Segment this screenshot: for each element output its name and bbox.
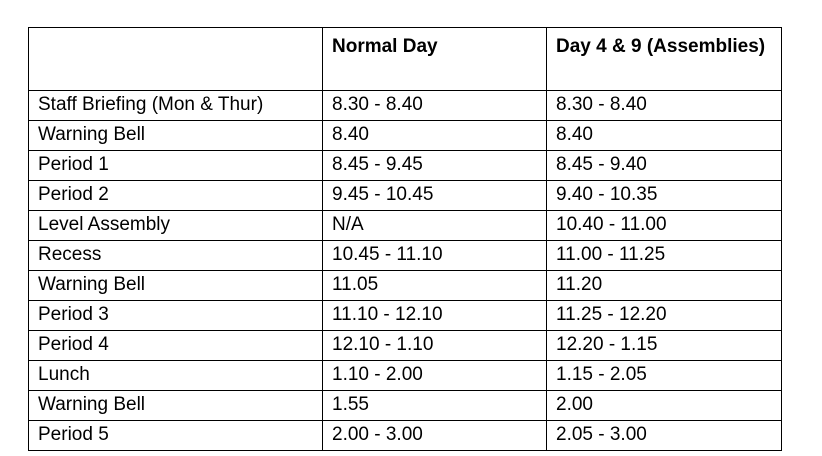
normal-day-cell: 11.05	[323, 271, 547, 301]
normal-day-cell: 2.00 - 3.00	[323, 421, 547, 451]
header-cell-empty	[29, 28, 323, 91]
assembly-day-cell: 2.05 - 3.00	[547, 421, 782, 451]
table-row	[29, 301, 782, 331]
normal-day-cell: N/A	[323, 211, 547, 241]
activity-cell: Level Assembly	[29, 211, 323, 241]
normal-day-cell: 8.40	[323, 121, 547, 151]
assembly-day-cell: 1.15 - 2.05	[547, 361, 782, 391]
activity-cell: Staff Briefing (Mon & Thur)	[29, 91, 323, 121]
activity-cell: Warning Bell	[29, 121, 323, 151]
table-row	[29, 361, 782, 391]
table-row	[29, 241, 782, 271]
assembly-day-cell: 8.40	[547, 121, 782, 151]
activity-cell: Period 3	[29, 301, 323, 331]
assembly-day-cell: 11.00 - 11.25	[547, 241, 782, 271]
header-cell-assembly-day: Day 4 & 9 (Assemblies)	[547, 28, 782, 91]
activity-cell: Period 4	[29, 331, 323, 361]
table-row	[29, 121, 782, 151]
table-row	[29, 151, 782, 181]
normal-day-cell: 1.10 - 2.00	[323, 361, 547, 391]
assembly-day-cell: 2.00	[547, 391, 782, 421]
table-row	[29, 91, 782, 121]
header-row	[29, 28, 782, 91]
normal-day-cell: 12.10 - 1.10	[323, 331, 547, 361]
bell-schedule-table	[28, 27, 782, 451]
activity-cell: Recess	[29, 241, 323, 271]
assembly-day-cell: 8.30 - 8.40	[547, 91, 782, 121]
normal-day-cell: 8.30 - 8.40	[323, 91, 547, 121]
normal-day-cell: 11.10 - 12.10	[323, 301, 547, 331]
activity-cell: Warning Bell	[29, 391, 323, 421]
assembly-day-cell: 9.40 - 10.35	[547, 181, 782, 211]
normal-day-cell: 9.45 - 10.45	[323, 181, 547, 211]
assembly-day-cell: 11.25 - 12.20	[547, 301, 782, 331]
schedule-body	[29, 91, 782, 451]
assembly-day-cell: 8.45 - 9.40	[547, 151, 782, 181]
activity-cell: Lunch	[29, 361, 323, 391]
table-row	[29, 211, 782, 241]
header-cell-normal-day: Normal Day	[323, 28, 547, 91]
table-row	[29, 331, 782, 361]
table-row	[29, 391, 782, 421]
normal-day-cell: 10.45 - 11.10	[323, 241, 547, 271]
table-row	[29, 271, 782, 301]
table-row	[29, 181, 782, 211]
table-row	[29, 421, 782, 451]
assembly-day-cell: 11.20	[547, 271, 782, 301]
assembly-day-cell: 12.20 - 1.15	[547, 331, 782, 361]
normal-day-cell: 8.45 - 9.45	[323, 151, 547, 181]
activity-cell: Period 2	[29, 181, 323, 211]
activity-cell: Period 1	[29, 151, 323, 181]
normal-day-cell: 1.55	[323, 391, 547, 421]
assembly-day-cell: 10.40 - 11.00	[547, 211, 782, 241]
activity-cell: Warning Bell	[29, 271, 323, 301]
activity-cell: Period 5	[29, 421, 323, 451]
